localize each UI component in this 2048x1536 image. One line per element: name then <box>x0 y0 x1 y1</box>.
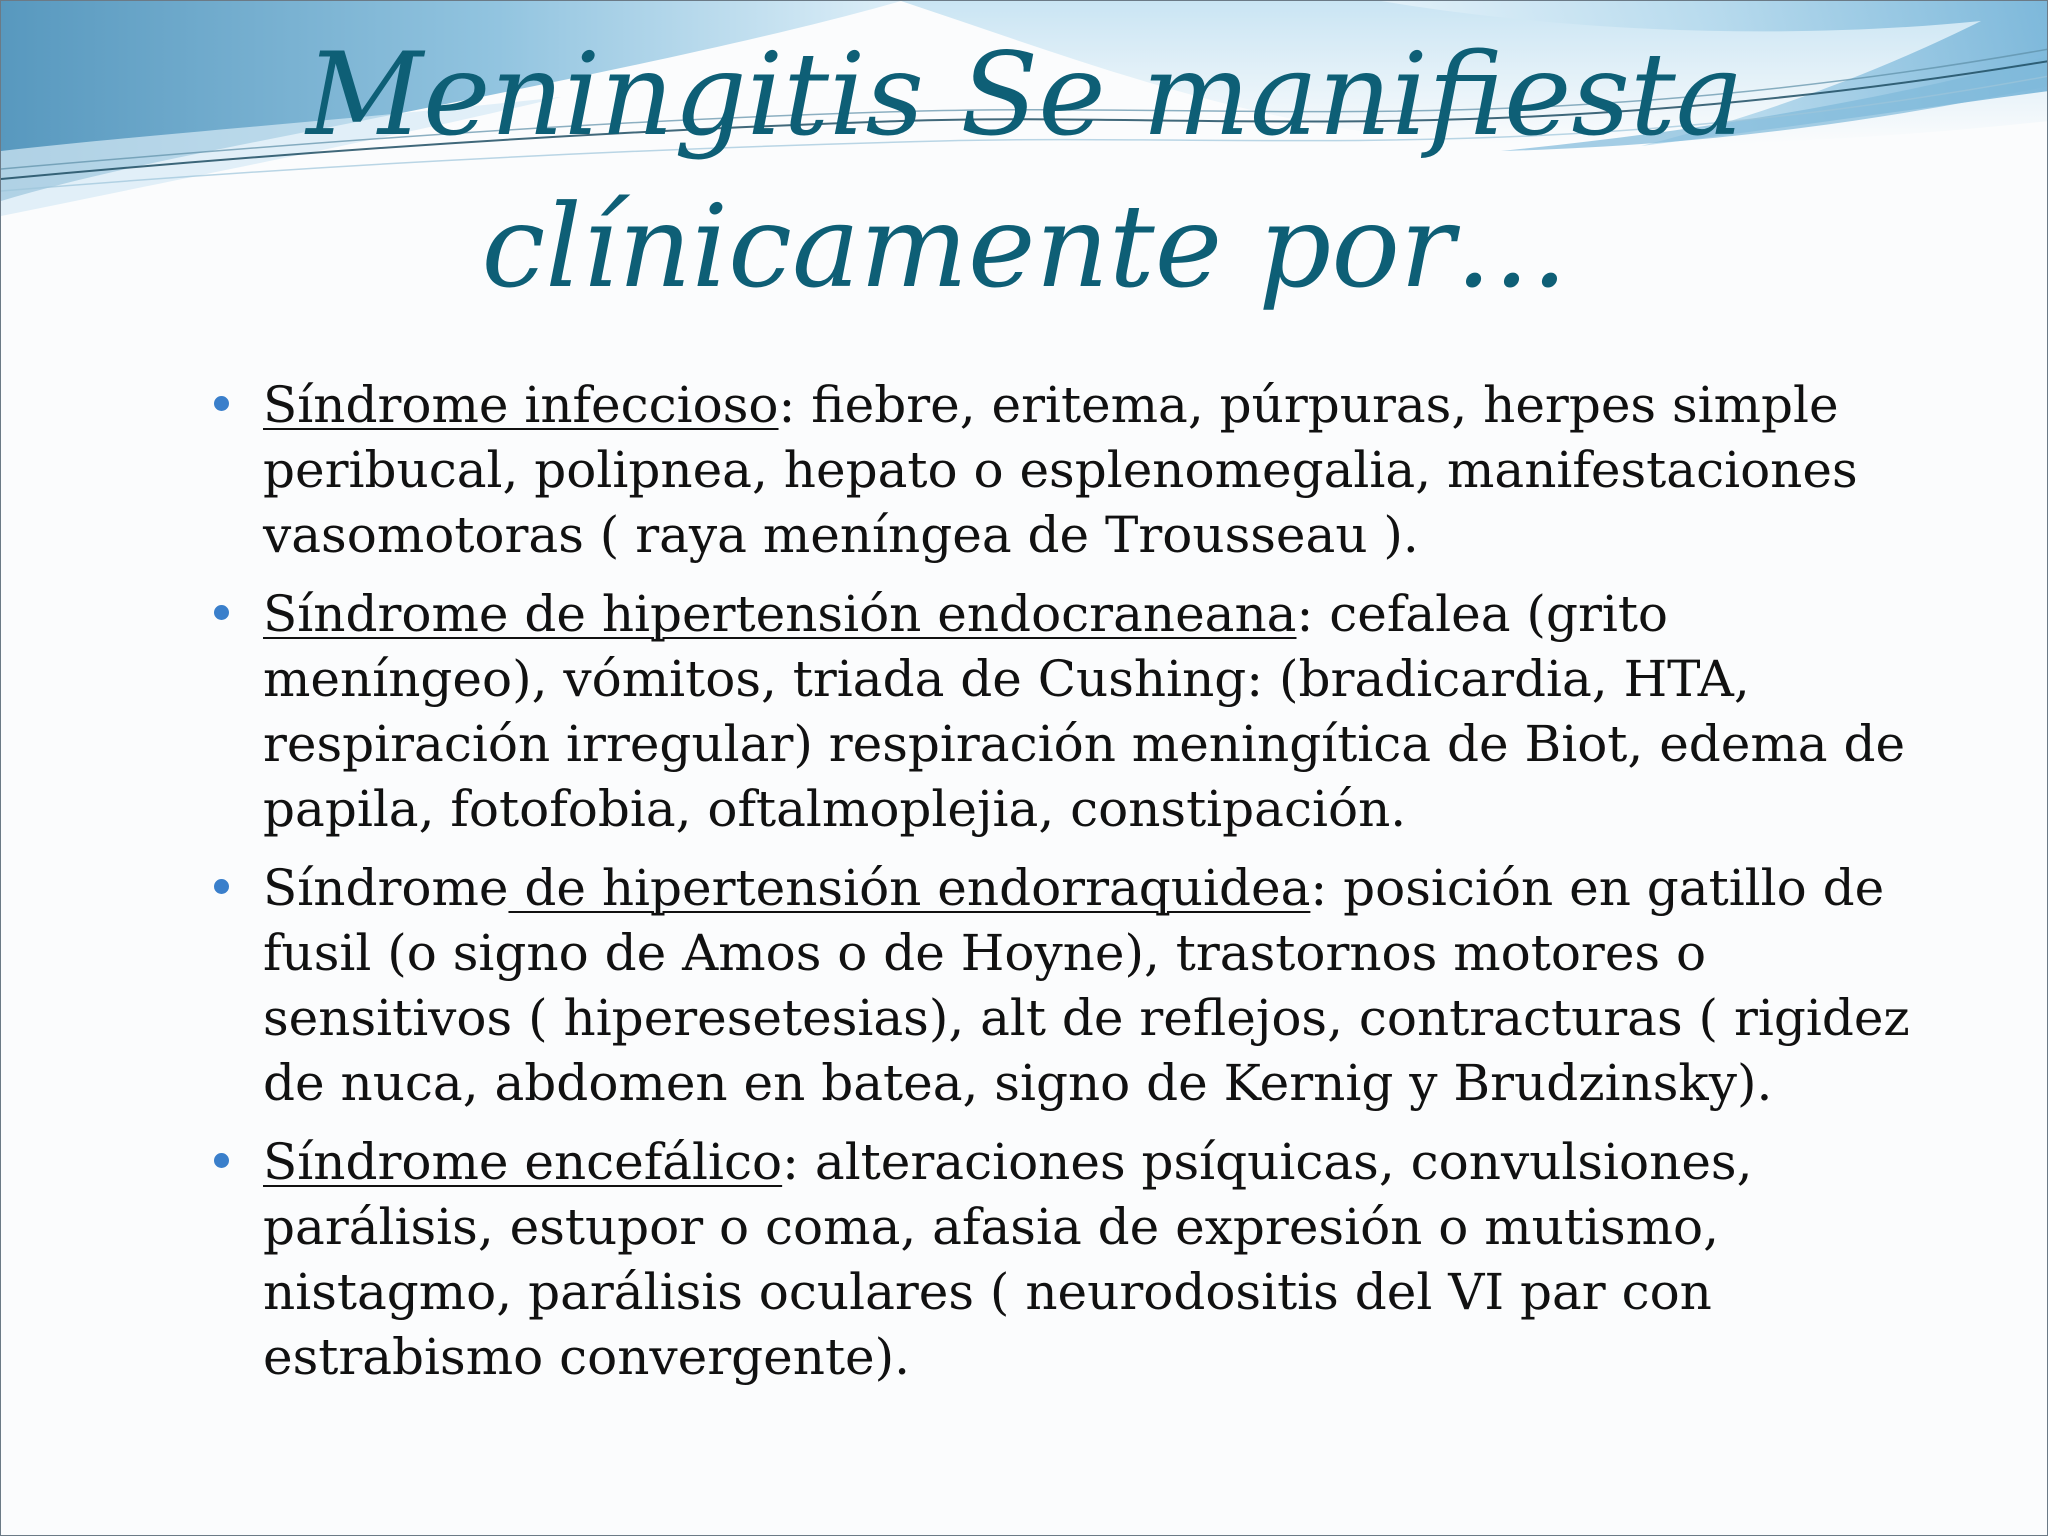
bullet-text: : posición en gatillo de fusil (o signo de Amos o de Hoyne), trastornos motores o sensitivos ( hiperesetesias), alt de reflejos, contracturas ( rigidez de nuca, abdomen en batea, signo de Kernig y Brudzinsky). <box>263 859 1910 1112</box>
bullet-dot-icon <box>214 605 229 620</box>
bullet-dot-icon <box>214 879 229 894</box>
bullet-list <box>263 373 1923 1404</box>
bullet-heading: Síndrome encefálico <box>263 1133 783 1191</box>
bullet-text: : cefalea (grito meníngeo), vómitos, triada de Cushing: (bradicardia, HTA, respiración irregular) respiración meningítica de Biot, edema de papila, fotofobia, oftalmoplejia, constipación. <box>263 585 1906 838</box>
bullet-dot-icon <box>214 396 229 411</box>
bullet-item-encefalico <box>263 1130 1923 1390</box>
bullet-heading: Síndrome de hipertensión endocraneana <box>263 585 1297 643</box>
bullet-text: : alteraciones psíquicas, convulsiones, parálisis, estupor o coma, afasia de expresión o mutismo, nistagmo, parálisis oculares ( neurodositis del VI par con estrabismo convergente). <box>263 1133 1753 1386</box>
bullet-text: : fiebre, eritema, púrpuras, herpes simple peribucal, polipnea, hepato o esplenomegalia, manifestaciones vasomotoras ( raya meníngea de Trousseau ). <box>263 376 1858 564</box>
slide-title <box>1 19 2048 323</box>
slide-title-line-2: clínicamente por… <box>481 180 1569 313</box>
slide-title-line-1: Meningitis Se manifiesta <box>306 28 1744 161</box>
bullet-prefix: Síndrome <box>263 859 509 917</box>
bullet-item-infeccioso <box>263 373 1923 568</box>
bullet-item-hipertension-endocraneana <box>263 582 1923 842</box>
bullet-item-hipertension-endorraquidea <box>263 856 1923 1116</box>
bullet-heading: Síndrome infeccioso <box>263 376 779 434</box>
bullet-dot-icon <box>214 1153 229 1168</box>
bullet-heading: de hipertensión endorraquidea <box>508 859 1311 917</box>
